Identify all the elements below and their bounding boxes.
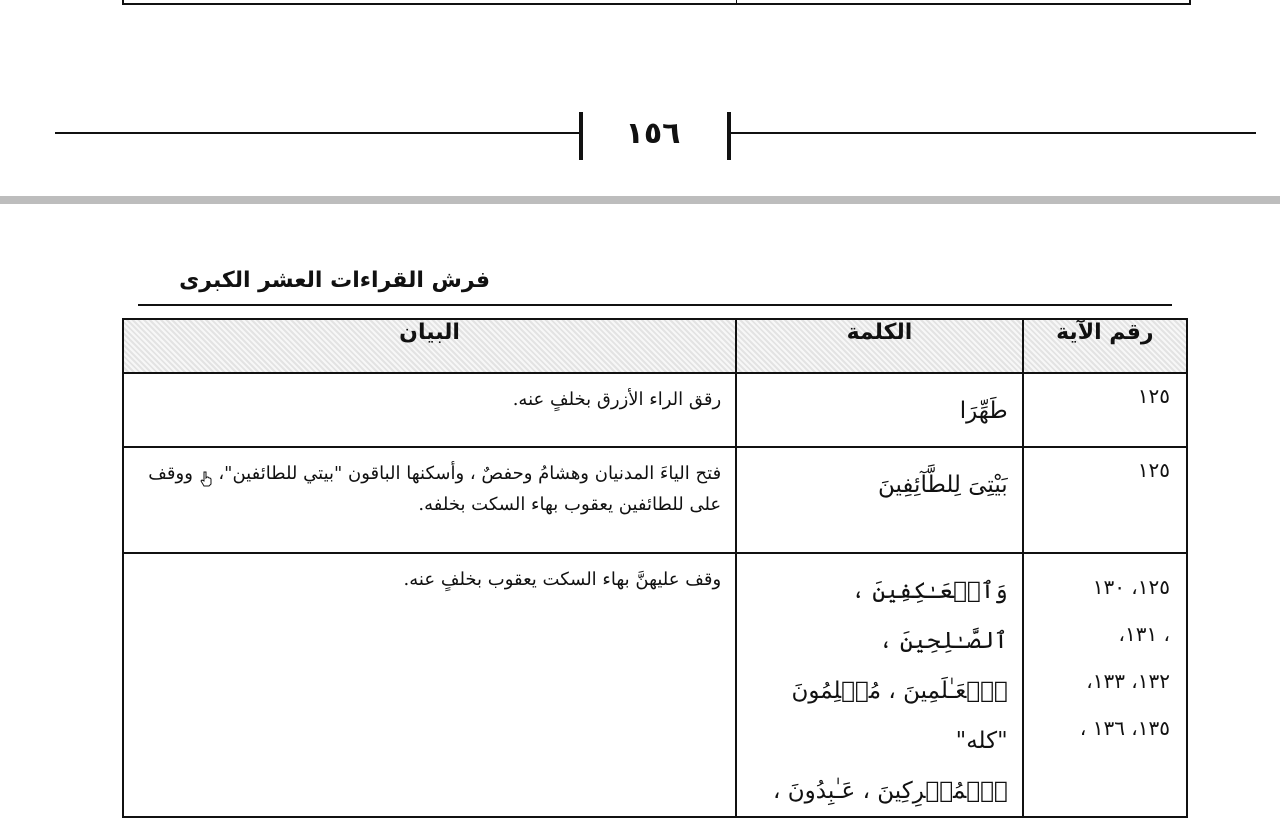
previous-page-table-divider xyxy=(736,0,737,3)
header-ayah-number: رقم الآية xyxy=(1023,319,1187,373)
ayah-number-cell: ١٢٥ xyxy=(1023,373,1187,447)
page-separator xyxy=(0,196,1280,204)
ayah-number-cell: ١٢٥ xyxy=(1023,447,1187,553)
page-rule-bar-left xyxy=(579,112,583,160)
ayah-number-line: ، ١٣١، xyxy=(1118,622,1170,646)
explanation-text-part2: ووقف على للطائفين يعقوب بهاء السكت بخلفه. xyxy=(148,463,722,515)
table-row xyxy=(123,373,1187,447)
ayah-number-line: ١٣٥، ١٣٦ ، xyxy=(1079,716,1170,740)
word-cell: بَيْتِىَ لِلطَّآئِفِينَ xyxy=(736,447,1023,553)
header-explanation: البيان xyxy=(123,319,736,373)
word-cell: طَهِّرَا xyxy=(736,373,1023,447)
explanation-cell: رقق الراء الأزرق بخلفٍ عنه. xyxy=(123,373,736,447)
qiraat-table xyxy=(122,318,1188,818)
hand-pointer-icon xyxy=(199,466,213,482)
running-title: فرش القراءات العشر الكبرى xyxy=(179,268,490,293)
page-rule-left xyxy=(55,132,580,134)
word-line: ٱلۡمُشۡرِكِينَ ، عَـٰبِدُونَ ، xyxy=(773,778,1008,804)
previous-page-table-edge xyxy=(122,0,1191,5)
table-row xyxy=(123,447,1187,553)
page-rule-right xyxy=(731,132,1256,134)
explanation-cell xyxy=(123,447,736,553)
header-word: الكلمة xyxy=(736,319,1023,373)
word-line: ٱلۡعَـٰلَمِينَ ، مُسۡلِمُونَ "كله" xyxy=(791,678,1008,754)
table-row xyxy=(123,553,1187,817)
ayah-number-line: ١٢٥، ١٣٠ xyxy=(1092,575,1170,599)
ayah-number-cell xyxy=(1023,553,1187,817)
word-cell xyxy=(736,553,1023,817)
ayah-number-line: ١٣٢، ١٣٣، xyxy=(1086,669,1170,693)
word-line: وَٱلۡعَـٰكِفِينَ ، ٱلصَّـٰلِحِينَ ، xyxy=(851,578,1008,654)
page-rule-bar-right xyxy=(727,112,731,160)
title-underline xyxy=(138,304,1172,306)
explanation-cell: وقف عليهنَّ بهاء السكت يعقوب بخلفٍ عنه. xyxy=(123,553,736,817)
explanation-text-part1: فتح الياءَ المدنيان وهشامُ وحفصٌ ، وأسكنها الباقون "بيتي للطائفين"، xyxy=(218,463,722,484)
page-number: ١٥٦ xyxy=(625,116,681,151)
table-header-row xyxy=(123,319,1187,373)
